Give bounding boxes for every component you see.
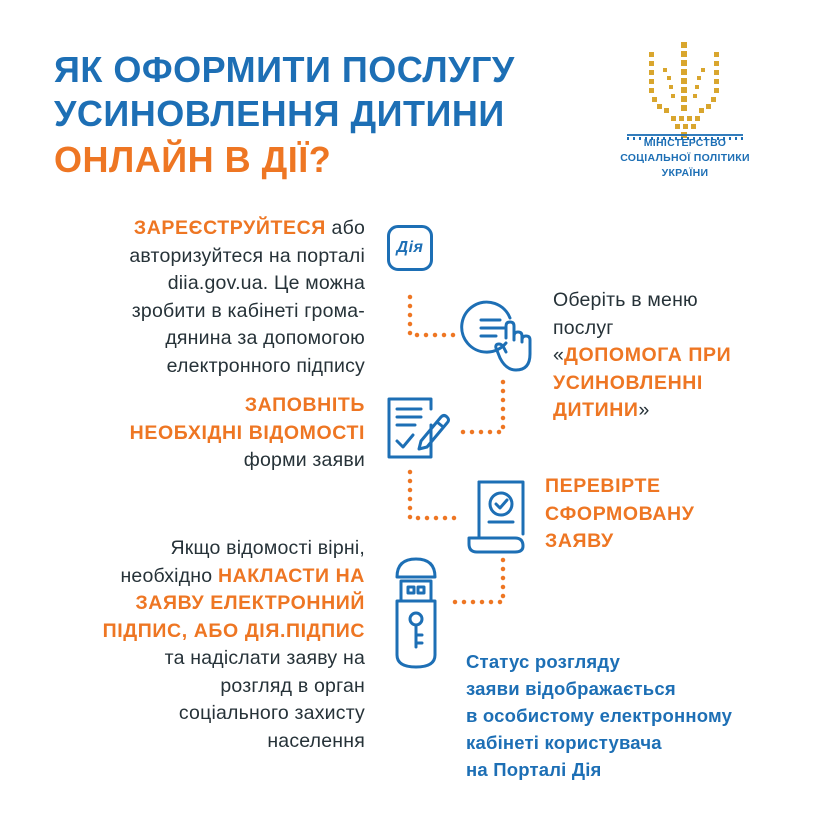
step5-line5: та надіслати заяву на	[164, 647, 365, 669]
step5-line8: населення	[267, 729, 365, 752]
diia-logo-icon	[387, 225, 433, 271]
usb-key-icon	[391, 555, 441, 675]
step4-text	[545, 473, 805, 556]
step1-line6: електронного підпису	[166, 354, 365, 377]
step3-line3: форми заяви	[243, 449, 365, 471]
status-line4: кабінеті користувача	[466, 732, 662, 753]
step1-line4: зробити в кабінеті грома-	[131, 299, 365, 322]
step5-highlight2: ЗАЯВУ ЕЛЕКТРОННИЙ	[135, 592, 365, 614]
step3-highlight2: НЕОБХІДНІ ВІДОМОСТІ	[129, 421, 365, 444]
ministry-line-1: МІНІСТЕРСТВО	[643, 137, 727, 149]
status-line3: в особистому електронному	[466, 705, 733, 726]
step2-highlight3: ДИТИНИ	[553, 399, 639, 421]
document-check-icon	[465, 478, 535, 554]
title-line-3: ОНЛАЙН В ДІЇ?	[54, 139, 332, 180]
title-line-1: ЯК ОФОРМИТИ ПОСЛУГУ	[54, 49, 515, 90]
step3-text	[40, 392, 365, 475]
ministry-line-3: УКРАЇНИ	[661, 167, 709, 179]
step5-text	[20, 535, 365, 755]
connector-4-5	[448, 560, 503, 602]
step5-line1: Якщо відомості вірні,	[170, 537, 365, 559]
step2-highlight1: ДОПОМОГА ПРИ	[564, 344, 732, 366]
step5-highlight3: ПІДПИС, АБО ДІЯ.ПІДПИС	[102, 619, 365, 642]
step5-line6: розгляд в орган	[220, 674, 365, 697]
ministry-line-2: СОЦІАЛЬНОЇ ПОЛІТИКИ	[620, 152, 750, 164]
connector-3-4	[410, 472, 462, 518]
status-line1: Статус розгляду	[466, 651, 621, 672]
connector-2-3	[455, 382, 503, 432]
connector-1-2	[410, 297, 462, 335]
step2-text	[553, 287, 813, 425]
step2-open-quote: «	[553, 344, 565, 366]
step5-highlight1: НАКЛАСТИ НА	[217, 564, 365, 587]
step5-line7: соціального захисту	[178, 702, 365, 724]
status-line5: на Порталі Дія	[466, 759, 602, 780]
step1-line1: або	[325, 217, 365, 239]
step2-close-quote: »	[638, 399, 650, 421]
status-line2: заяви відображається	[466, 678, 676, 699]
status-text	[466, 648, 806, 783]
step5-line2-pre: необхідно	[120, 564, 218, 587]
step1-line3: diia.gov.ua. Це можна	[167, 272, 365, 294]
step3-highlight1: ЗАПОВНІТЬ	[244, 394, 365, 416]
step1-line2: авторизуйтеся на порталі	[129, 244, 365, 267]
title-line-2: УСИНОВЛЕННЯ ДИТИНИ	[54, 93, 505, 134]
step4-highlight1: ПЕРЕВІРТЕ	[545, 475, 661, 497]
step4-highlight3: ЗАЯВУ	[545, 530, 614, 552]
step4-highlight2: СФОРМОВАНУ	[545, 502, 695, 525]
menu-select-icon	[466, 298, 536, 378]
diia-logo-text: Дія	[396, 239, 424, 256]
step2-line1: Оберіть в меню	[553, 289, 698, 311]
step1-text	[40, 215, 365, 380]
step2-line2: послуг	[553, 316, 614, 339]
step2-highlight2: УСИНОВЛЕННІ	[553, 371, 703, 394]
step1-line5: дянина за допомогою	[165, 327, 365, 349]
form-fill-icon	[385, 395, 455, 465]
step1-highlight: ЗАРЕЄСТРУЙТЕСЯ	[133, 217, 326, 239]
